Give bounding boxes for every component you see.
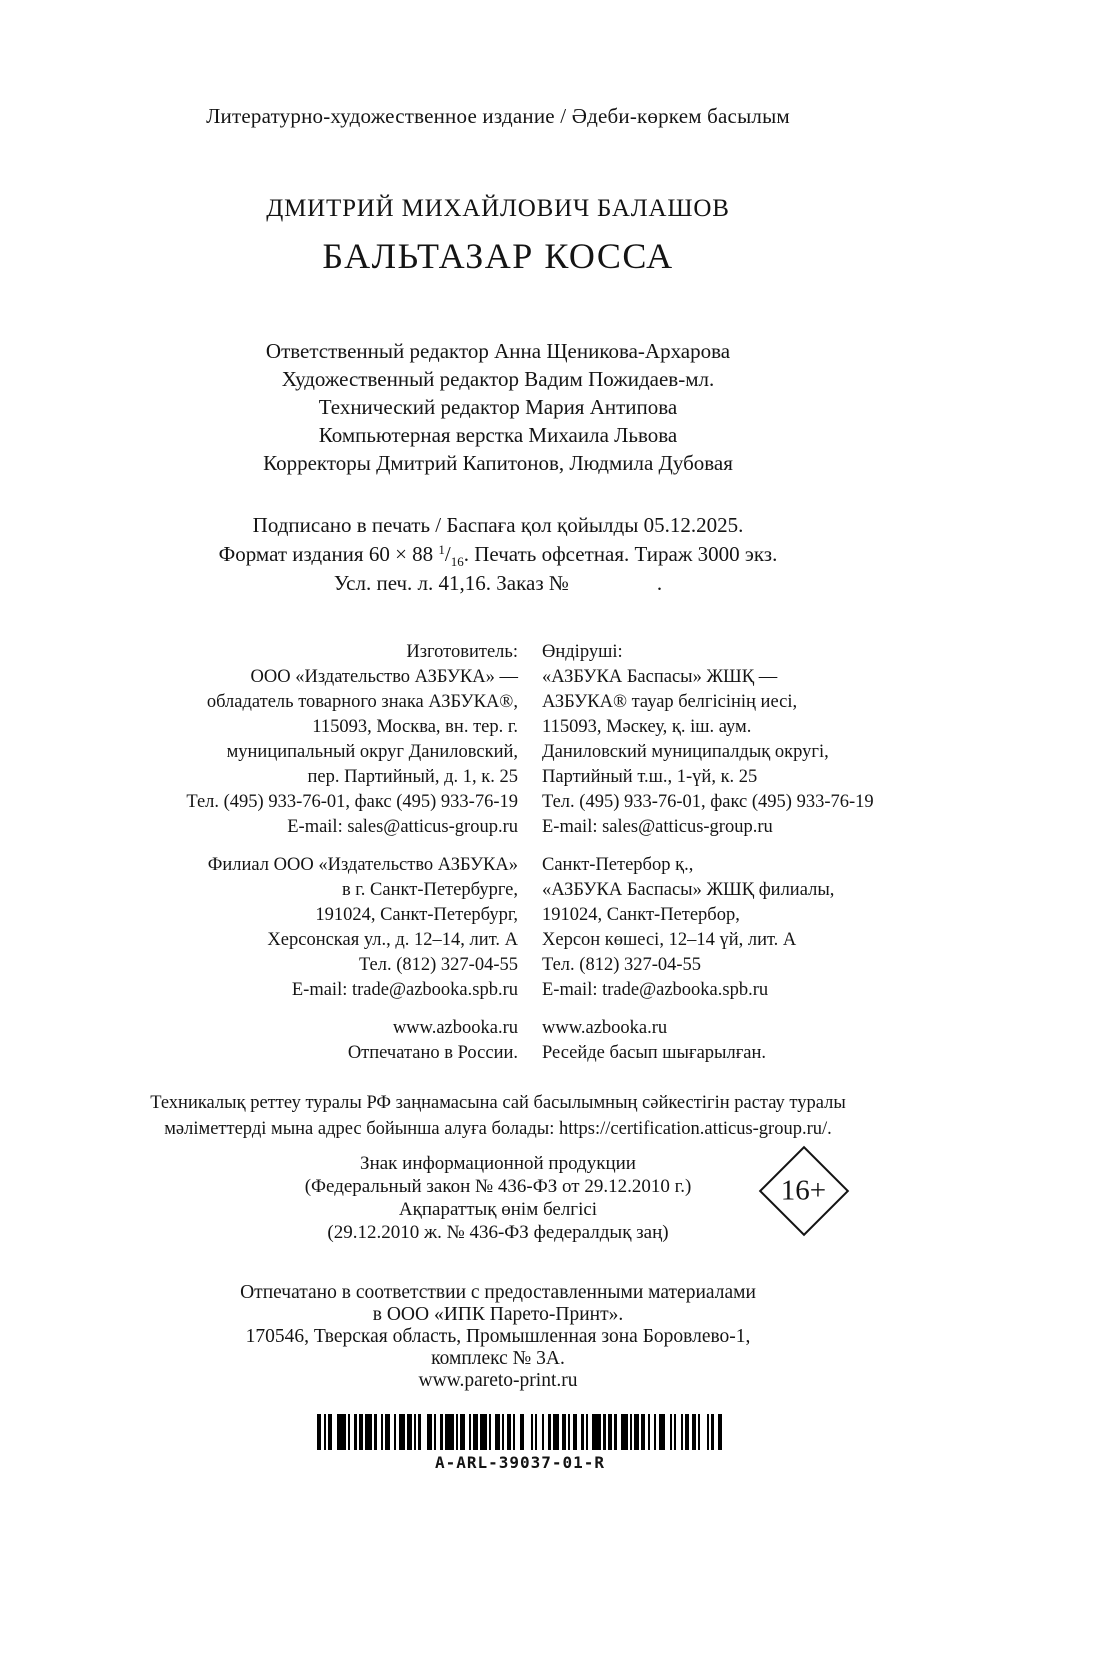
printing-house-block — [98, 1282, 898, 1392]
manufacturer-columns — [98, 640, 898, 1066]
text-line: 115093, Мәскеу, қ. іш. аум. — [542, 717, 752, 737]
text-line: Изготовитель: — [406, 642, 518, 662]
text-line: 191024, Санкт-Петербор, — [542, 905, 740, 925]
text-line: (Федеральный закон № 436-ФЗ от 29.12.2010 г.) — [304, 1176, 692, 1197]
barcode-label: A-ARL-39037-01-R — [434, 1453, 606, 1472]
book-title: БАЛЬТАЗАР КОССА — [322, 236, 674, 276]
format-line — [98, 540, 898, 569]
text-line: Тел. (495) 933-76-01, факс (495) 933-76-19 — [186, 792, 518, 812]
text-line: Филиал ООО «Издательство АЗБУКА» — [207, 855, 518, 875]
manufacturer-kz-branch — [542, 853, 898, 1003]
text-line: Художественный редактор Вадим Пожидаев-мл. — [281, 367, 715, 391]
text-line: Корректоры Дмитрий Капитонов, Людмила Дубовая — [263, 451, 733, 475]
author-name: ДМИТРИЙ МИХАЙЛОВИЧ БАЛАШОВ — [266, 195, 730, 222]
format-fraction-denominator: 16 — [450, 554, 464, 569]
manufacturer-ru-site — [98, 1016, 518, 1066]
text-line: www.azbooka.ru — [392, 1018, 518, 1038]
text-line: E-mail: trade@azbooka.spb.ru — [542, 980, 769, 1000]
text-line: мәліметтерді мына адрес бойынша алуға болады: https://certification.atticus-group.ru/. — [164, 1119, 832, 1139]
age-rating-value: 16+ — [781, 1174, 827, 1207]
text-line: Компьютерная верстка Михаила Львова — [318, 423, 678, 447]
text-line: Ответственный редактор Анна Щеникова-Архарова — [265, 339, 731, 363]
text-line: Тел. (812) 327-04-55 — [542, 955, 702, 975]
text-line: E-mail: trade@azbooka.spb.ru — [291, 980, 518, 1000]
text-line: Ресейде басып шығарылған. — [542, 1043, 767, 1063]
text-line: в ООО «ИПК Парето-Принт». — [372, 1304, 624, 1325]
text-line: E-mail: sales@atticus-group.ru — [542, 817, 773, 837]
text-line: пер. Партийный, д. 1, к. 25 — [307, 767, 518, 787]
text-line: Тел. (495) 933-76-01, факс (495) 933-76-19 — [542, 792, 874, 812]
order-prefix: Усл. печ. л. 41,16. Заказ № — [333, 571, 569, 595]
text-line: Херсон көшесі, 12–14 үй, лит. А — [542, 930, 797, 950]
text-line: Знак информационной продукции — [360, 1153, 636, 1174]
text-line: Тел. (812) 327-04-55 — [358, 955, 518, 975]
format-suffix: . Печать офсетная. Тираж 3000 экз. — [463, 542, 778, 566]
text-line: АЗБУКА® тауар белгісінің иесі, — [542, 692, 798, 712]
text-line: комплекс № 3А. — [431, 1348, 565, 1369]
format-fraction-numerator: 1 — [438, 542, 445, 557]
text-line: Даниловский муниципалдық округі, — [542, 742, 829, 762]
certification-note — [98, 1090, 898, 1142]
text-line: Санкт-Петербор қ., — [542, 855, 694, 875]
text-line: Техникалық реттеу туралы РФ заңнамасына сай басылымның сәйкестігін растау туралы — [150, 1093, 846, 1113]
column-divider-gap — [518, 640, 542, 1066]
manufacturer-kz-address — [542, 640, 898, 840]
text-line: Технический редактор Мария Антипова — [318, 395, 678, 419]
barcode-bars — [317, 1414, 723, 1450]
format-fraction-slash: / — [444, 542, 451, 566]
text-line: «АЗБУКА Баспасы» ЖШҚ — — [542, 667, 778, 687]
edition-line: Литературно-художественное издание / Әдеби-көркем басылым — [206, 104, 790, 128]
credits-block — [98, 337, 898, 477]
manufacturer-ru-address — [98, 640, 518, 840]
text-line: Өндіруші: — [542, 642, 623, 662]
text-line: Херсонская ул., д. 12–14, лит. А — [267, 930, 518, 950]
manufacturer-column-ru — [98, 640, 518, 1066]
text-line: (29.12.2010 ж. № 436-ФЗ федералдық заң) — [327, 1222, 669, 1243]
text-line: в г. Санкт-Петербурге, — [341, 880, 518, 900]
manufacturer-kz-site — [542, 1016, 898, 1066]
text-line: Ақпараттық өнім белгісі — [398, 1199, 598, 1220]
text-line: Отпечатано в соответствии с предоставленными материалами — [240, 1282, 756, 1303]
print-info-block — [98, 511, 898, 598]
age-mark-block — [98, 1152, 898, 1244]
text-line: Партийный т.ш., 1-үй, к. 25 — [542, 767, 758, 787]
manufacturer-column-kz — [542, 640, 898, 1066]
text-line: «АЗБУКА Баспасы» ЖШҚ филиалы, — [542, 880, 835, 900]
text-line: www.pareto-print.ru — [418, 1370, 578, 1391]
barcode — [317, 1414, 723, 1472]
colophon-page — [98, 0, 898, 1472]
text-line: Отпечатано в России. — [347, 1043, 518, 1063]
format-prefix: Формат издания 60 × 88 — [218, 542, 439, 566]
text-line: ООО «Издательство АЗБУКА» — — [250, 667, 518, 687]
order-line — [98, 569, 898, 598]
order-suffix: . — [656, 571, 663, 595]
signed-to-print-line: Подписано в печать / Баспаға қол қойылды 05.12.2025. — [252, 513, 744, 537]
text-line: www.azbooka.ru — [542, 1018, 668, 1038]
text-line: 170546, Тверская область, Промышленная зона Боровлево-1, — [245, 1326, 751, 1347]
text-line: 191024, Санкт-Петербург, — [315, 905, 518, 925]
text-line: E-mail: sales@atticus-group.ru — [287, 817, 518, 837]
manufacturer-ru-branch — [98, 853, 518, 1003]
text-line: обладатель товарного знака АЗБУКА®, — [206, 692, 518, 712]
text-line: муниципальный округ Даниловский, — [226, 742, 518, 762]
text-line: 115093, Москва, вн. тер. г. — [312, 717, 518, 737]
